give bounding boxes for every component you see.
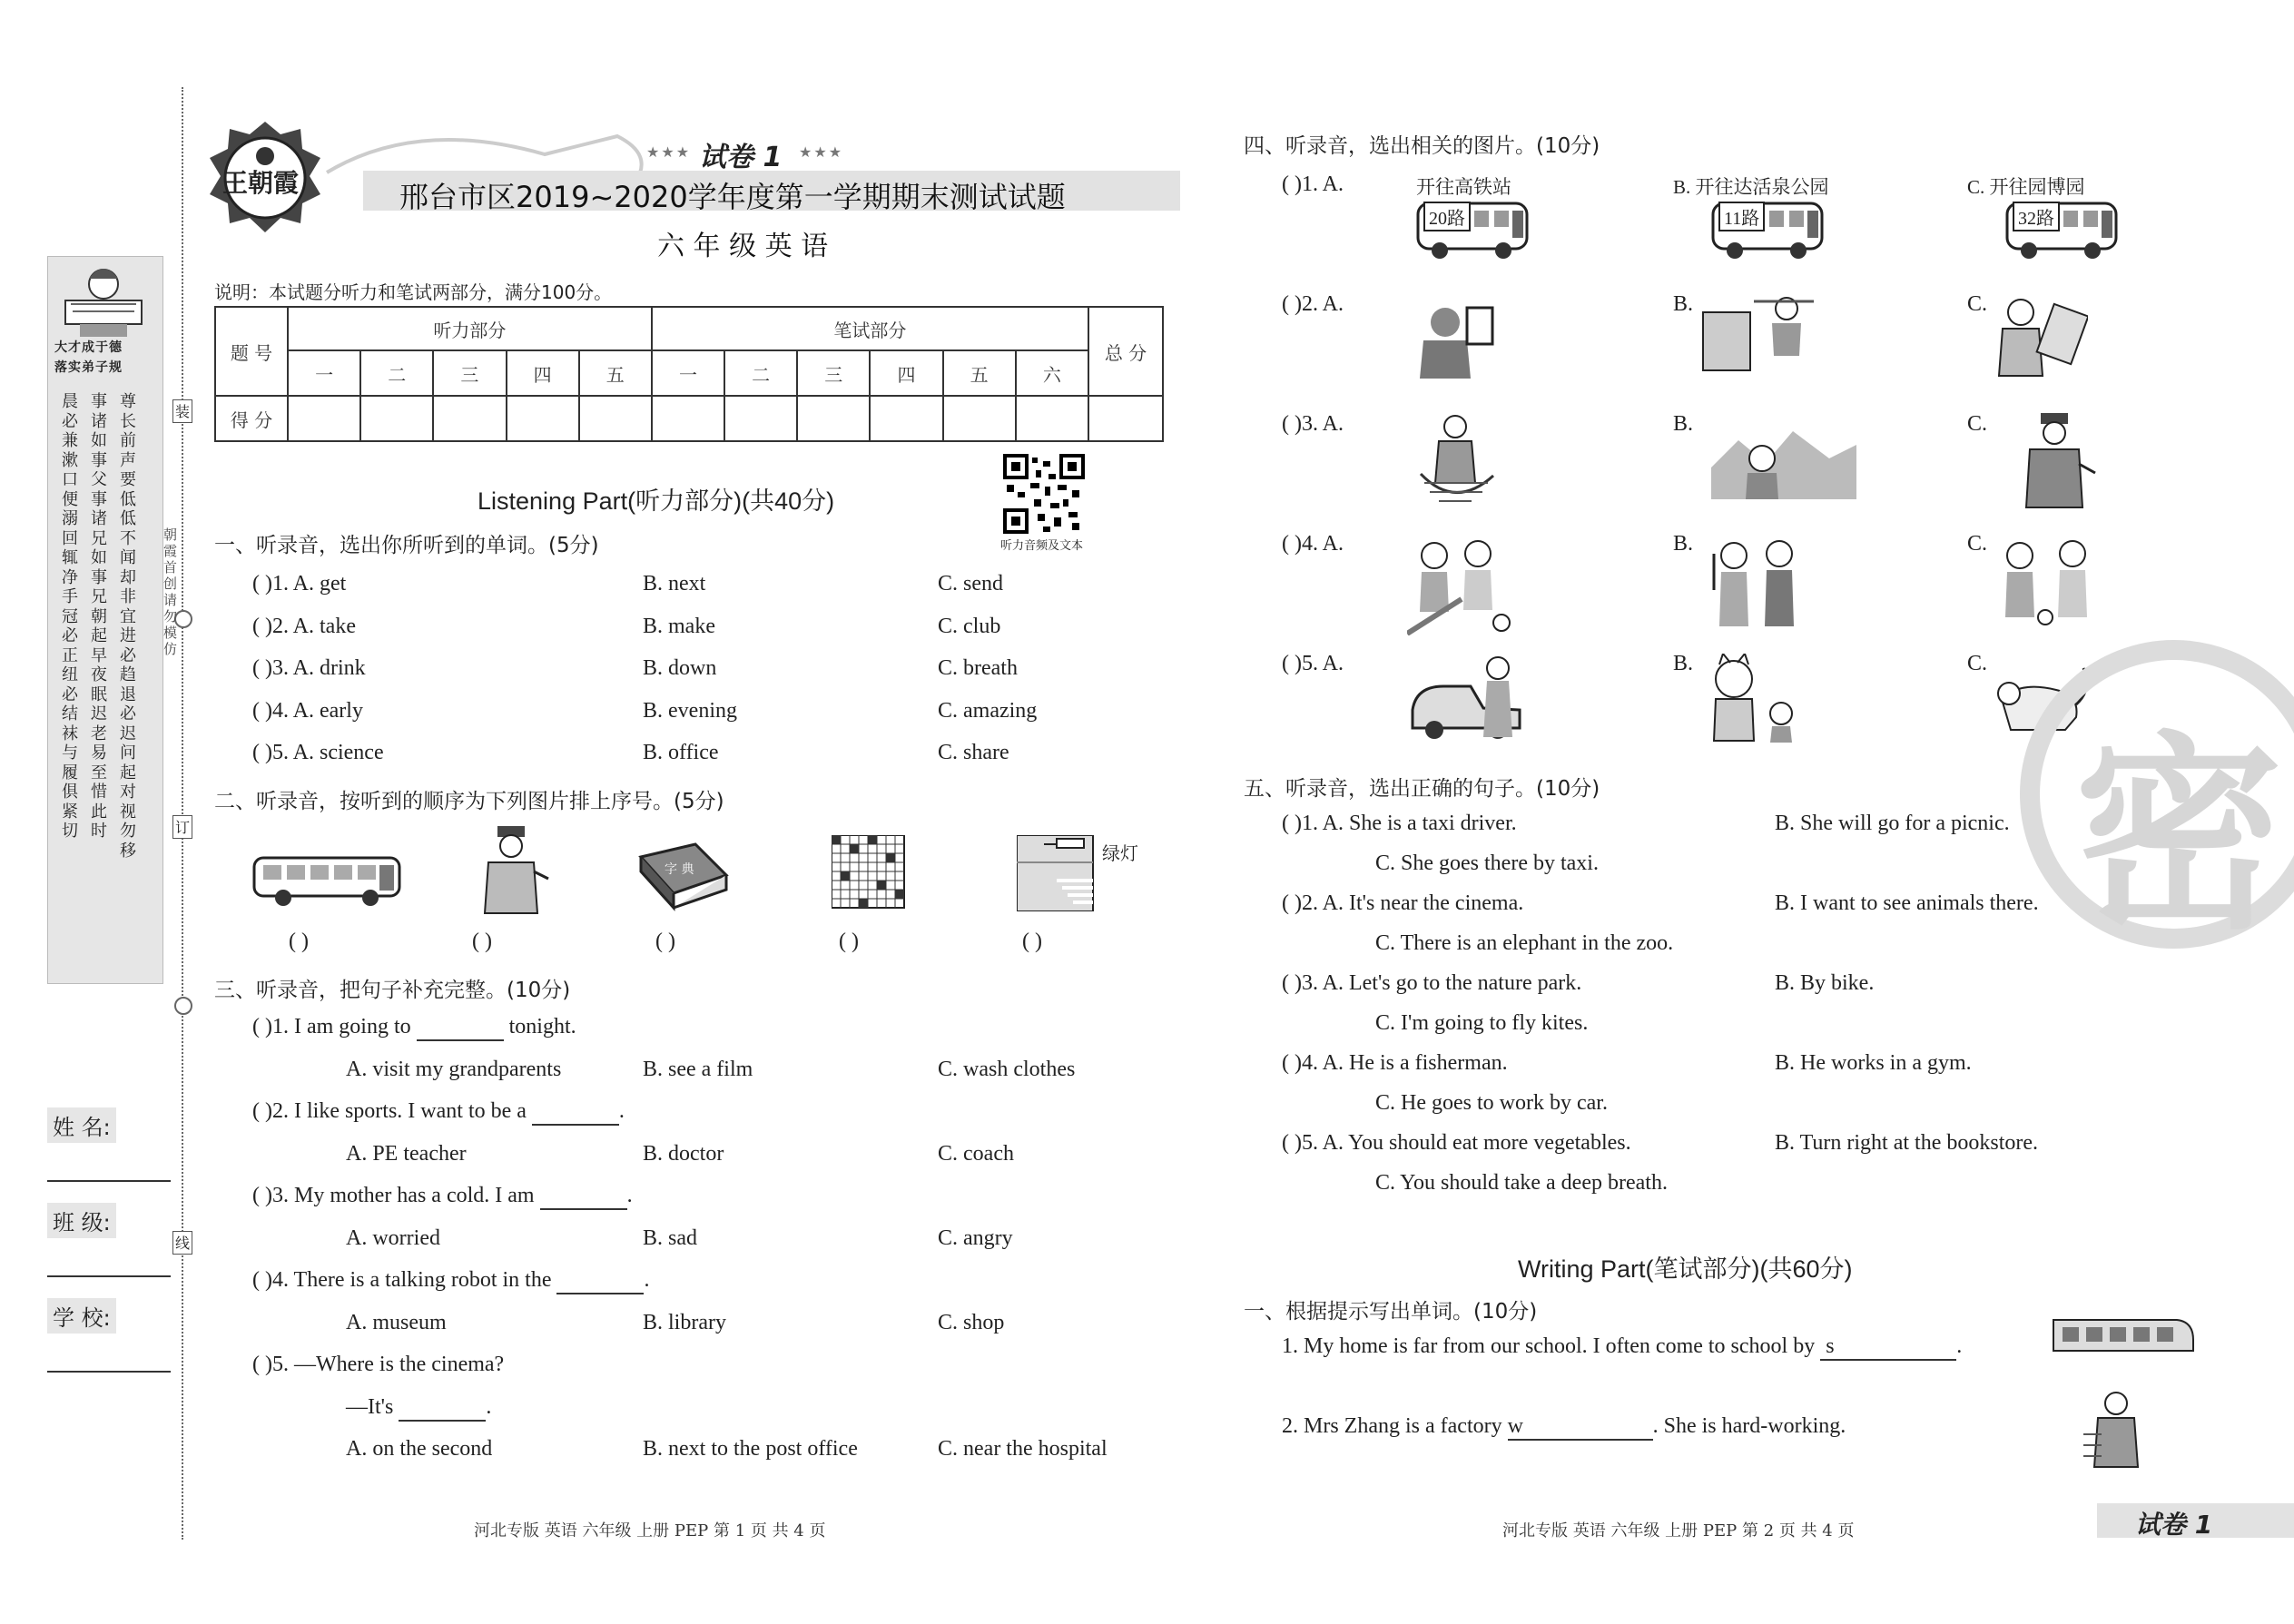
- s1-option-c[interactable]: C. breath: [938, 656, 1018, 680]
- s4-question[interactable]: ( )5. A.: [1282, 652, 1344, 675]
- s4-question[interactable]: ( )3. A.: [1282, 412, 1344, 436]
- poem-char: 宜: [120, 606, 136, 626]
- picture-3a-fisherman: [1412, 410, 1499, 510]
- school-label: 学 校:: [47, 1298, 116, 1334]
- footer-right: 河北专版 英语 六年级 上册 PEP 第 2 页 共 4 页: [1502, 1521, 1855, 1540]
- footer-left: 河北专版 英语 六年级 上册 PEP 第 1 页 共 4 页: [474, 1521, 826, 1540]
- picture-4c-kids-reading: [1993, 536, 2102, 626]
- poem-char: 纽: [62, 665, 78, 684]
- poem-char: 起: [91, 626, 107, 645]
- s2-answer-paren[interactable]: ( ): [1022, 930, 1042, 953]
- s3-question-end: tonight.: [503, 1015, 576, 1038]
- picture-4a-kids-football: [1407, 536, 1516, 635]
- s3-question-2: ( )2. I like sports. I want to be a .: [252, 1099, 625, 1126]
- s2-answer-paren[interactable]: ( ): [472, 930, 492, 953]
- s5-option-a[interactable]: ( )2. A. It's near the cinema.: [1282, 891, 1524, 915]
- name-label: 姓 名:: [47, 1107, 116, 1143]
- page-title: 邢台市区2019~2020学年度第一学期期末测试试题: [399, 180, 1066, 214]
- poem-char: 晨: [62, 392, 78, 411]
- section4-heading: 四、听录音，选出相关的图片。(10分): [1244, 134, 1600, 158]
- poem-char: 必: [62, 411, 78, 431]
- dictionary-label: 字 典: [665, 862, 694, 877]
- poem-char: 早: [91, 645, 107, 665]
- poem-char: 朝: [91, 606, 107, 626]
- picture-5a-taxi-driver: [1407, 655, 1525, 744]
- cut-mark-ding: 订: [172, 815, 192, 839]
- s5-option-c[interactable]: C. I'm going to fly kites.: [1375, 1011, 1589, 1035]
- scholar-illustration: [53, 259, 154, 340]
- poem-char: 兼: [62, 431, 78, 450]
- poem-char: 惜: [91, 782, 107, 802]
- score-table: [214, 306, 1164, 442]
- poem-char: 易: [91, 743, 107, 763]
- poem-char: 便: [62, 489, 78, 509]
- cut-mark-zhuang: 装: [172, 399, 192, 423]
- poem-char: 事: [91, 489, 107, 509]
- s3-question-1: [252, 1015, 576, 1041]
- s2-answer-paren[interactable]: ( ): [289, 930, 309, 953]
- s1-question[interactable]: ( )2. A. take: [252, 614, 356, 638]
- s1-option-c[interactable]: C. club: [938, 614, 1001, 638]
- s4-question[interactable]: ( )2. A.: [1282, 292, 1344, 316]
- poem-char: 切: [62, 822, 78, 841]
- score-col: 四: [507, 350, 579, 396]
- score-table-listening: 听力部分: [288, 307, 652, 350]
- s1-option-b[interactable]: B. evening: [643, 698, 737, 723]
- footer-badge-text: 试卷 1: [2135, 1510, 2213, 1540]
- s3-option[interactable]: C. shop: [938, 1310, 1005, 1334]
- picture-2c-reader: [1988, 290, 2088, 381]
- writing-q1-blank[interactable]: [1820, 1334, 1956, 1361]
- score-table-row1-label: 题 号: [215, 307, 288, 396]
- s3-question-5[interactable]: ( )5. —Where is the cinema?: [252, 1353, 505, 1376]
- score-col: 二: [724, 350, 797, 396]
- s1-option-c[interactable]: C. amazing: [938, 698, 1038, 723]
- poem-char: 事: [91, 567, 107, 587]
- score-table-writing: 笔试部分: [652, 307, 1088, 350]
- s4-option-c[interactable]: C.: [1967, 292, 1988, 316]
- worker-picture: [2083, 1389, 2149, 1471]
- s4-bus-number: 32路: [2013, 202, 2060, 231]
- poem-char: 进: [120, 626, 136, 645]
- writing-q2-blank[interactable]: [1508, 1414, 1653, 1441]
- page-subtitle: 六 年 级 英 语: [657, 231, 829, 262]
- poem-char: 非: [120, 587, 136, 606]
- s1-option-b[interactable]: B. make: [643, 614, 715, 638]
- dictionary-picture: [632, 839, 732, 913]
- picture-3c-officer: [2015, 413, 2097, 513]
- score-col: 三: [433, 350, 506, 396]
- paper-label: 试卷 1: [699, 142, 783, 173]
- score-col: 五: [579, 350, 652, 396]
- s3-option[interactable]: C. wash clothes: [938, 1057, 1076, 1081]
- score-col: 五: [943, 350, 1016, 396]
- s3-question-text[interactable]: ( )2. I like sports. I want to be a: [252, 1099, 527, 1123]
- s5-option-b[interactable]: B. He works in a gym.: [1775, 1051, 1972, 1075]
- poem-char: 却: [120, 567, 136, 587]
- s3-option[interactable]: B. sad: [643, 1225, 697, 1250]
- picture-2a-scientist: [1407, 295, 1498, 386]
- exam-note: 说明：本试题分听力和笔试两部分，满分100分。: [214, 281, 613, 303]
- s3-option[interactable]: A. visit my grandparents: [346, 1057, 562, 1081]
- s3-option[interactable]: A. museum: [346, 1310, 447, 1334]
- poem-char: 兄: [91, 528, 107, 548]
- s4-bus-number: 11路: [1718, 202, 1765, 231]
- traffic-light-picture: [1017, 835, 1098, 911]
- poem-char: 迟: [91, 704, 107, 723]
- poem-char: 尊: [120, 392, 136, 411]
- poem-char: 低: [120, 489, 136, 509]
- poem-char: 父: [91, 470, 107, 489]
- score-col: 六: [1016, 350, 1088, 396]
- poem-char: 漱: [62, 450, 78, 470]
- poem-char: 正: [62, 645, 78, 665]
- s4-option-c[interactable]: C.: [1967, 532, 1988, 556]
- listening-part-title: Listening Part(听力部分)(共40分): [478, 487, 835, 515]
- poem-char: 如: [91, 548, 107, 567]
- score-cell[interactable]: [433, 396, 506, 441]
- s3-option[interactable]: B. doctor: [643, 1141, 724, 1166]
- picture-5b-cat-and-mouse: [1698, 654, 1807, 744]
- poem-char: 老: [91, 723, 107, 743]
- score-table-row2-label: 得 分: [215, 396, 288, 441]
- score-cell[interactable]: [288, 396, 360, 441]
- poem-char: 夜: [91, 665, 107, 684]
- poem-char: 诸: [91, 509, 107, 528]
- writing-section1-heading: 一、根据提示写出单词。(10分): [1244, 1300, 1538, 1324]
- section2-heading: 二、听录音，按听到的顺序为下列图片排上序号。(5分): [214, 790, 724, 813]
- score-cell[interactable]: [1088, 396, 1163, 441]
- s3-option[interactable]: A. worried: [346, 1225, 440, 1250]
- poem-char: 紧: [62, 802, 78, 822]
- poem-char: 至: [91, 763, 107, 782]
- poem-char: 俱: [62, 782, 78, 802]
- score-cell[interactable]: [724, 396, 797, 441]
- logo-text: 王朝霞: [222, 168, 300, 198]
- s5-option-b[interactable]: B. Turn right at the bookstore.: [1775, 1131, 2039, 1155]
- poem-char: 长: [120, 411, 136, 431]
- poem-char: 诸: [91, 411, 107, 431]
- s4-question[interactable]: ( )4. A.: [1282, 532, 1344, 556]
- score-table-total: 总 分: [1088, 307, 1163, 396]
- s3-question-text[interactable]: ( )4. There is a talking robot in the: [252, 1268, 552, 1292]
- s4-option-b[interactable]: B.: [1673, 652, 1694, 675]
- s3-question-5b: —It's .: [346, 1395, 491, 1422]
- writing-q1-text: 1. My home is far from our school. I often come to school by: [1282, 1334, 1816, 1358]
- s3-question-3: ( )3. My mother has a cold. I am .: [252, 1184, 633, 1210]
- poem-char: 回: [62, 528, 78, 548]
- poem-char: 袜: [62, 723, 78, 743]
- picture-3b-scenery: [1711, 422, 1856, 499]
- s2-answer-paren[interactable]: ( ): [655, 930, 675, 953]
- s1-question[interactable]: ( )5. A. science: [252, 741, 384, 764]
- writing-q2-text: 2. Mrs Zhang is a factory: [1282, 1414, 1502, 1438]
- s1-question[interactable]: ( )3. A. drink: [252, 656, 366, 680]
- poem-char: 履: [62, 763, 78, 782]
- s3-option[interactable]: C. near the hospital: [938, 1437, 1108, 1461]
- writing-question-2: [1282, 1414, 1846, 1441]
- s5-option-a[interactable]: ( )3. A. Let's go to the nature park.: [1282, 971, 1582, 995]
- s1-option-b[interactable]: B. down: [643, 656, 717, 680]
- score-cell[interactable]: [870, 396, 942, 441]
- s3-option[interactable]: B. library: [643, 1310, 726, 1334]
- writing-q2-letter: w: [1507, 1414, 1523, 1438]
- poem-char: 问: [120, 743, 136, 763]
- school-field[interactable]: [47, 1371, 171, 1373]
- poem-char: 退: [120, 684, 136, 704]
- section5-heading: 五、听录音，选出正确的句子。(10分): [1244, 777, 1600, 801]
- s5-option-b[interactable]: B. She will go for a picnic.: [1775, 812, 2010, 835]
- binding-line: [182, 87, 183, 1540]
- s5-option-c[interactable]: C. He goes to work by car.: [1375, 1091, 1608, 1115]
- s3-option[interactable]: C. coach: [938, 1141, 1014, 1166]
- green-light-label: 绿灯: [1102, 842, 1138, 864]
- poem-char: 对: [120, 782, 136, 802]
- motto-line-2: 落实弟子规: [54, 360, 123, 375]
- poem-char: 如: [91, 431, 107, 450]
- paper-label-stars-right: ★★★: [799, 143, 844, 161]
- paper-label-stars: ★★★: [646, 143, 692, 161]
- s3-option[interactable]: B. see a film: [643, 1057, 753, 1081]
- poem-char: 前: [120, 431, 136, 450]
- s5-option-c[interactable]: C. You should take a deep breath.: [1375, 1171, 1668, 1195]
- s4-question[interactable]: ( )1. A.: [1282, 172, 1344, 196]
- score-col: 一: [652, 350, 724, 396]
- score-col: 二: [360, 350, 433, 396]
- s1-option-c[interactable]: C. share: [938, 741, 1009, 764]
- s5-option-b[interactable]: B. By bike.: [1775, 971, 1875, 995]
- class-label: 班 级:: [47, 1203, 116, 1238]
- poem-char: 眠: [91, 684, 107, 704]
- qr-caption: 听力音频及文本: [1000, 539, 1084, 553]
- writing-question-1: 1. My home is far from our school. I often come to school by s .: [1282, 1334, 1962, 1361]
- s1-question[interactable]: ( )1. A. get: [252, 572, 347, 595]
- s5-option-a[interactable]: ( )4. A. He is a fisherman.: [1282, 1051, 1508, 1075]
- poem-char: 事: [91, 392, 107, 411]
- poem-char: 必: [62, 684, 78, 704]
- s4-bus-number: 20路: [1423, 202, 1471, 231]
- poem-char: 要: [120, 470, 136, 489]
- poem-char: 视: [120, 802, 136, 822]
- poem-char: 净: [62, 567, 78, 587]
- score-cell[interactable]: [652, 396, 724, 441]
- s3-option[interactable]: B. next to the post office: [643, 1437, 858, 1461]
- score-col: 四: [870, 350, 942, 396]
- poem-char: 结: [62, 704, 78, 723]
- s5-option-a[interactable]: ( )5. A. You should eat more vegetables.: [1282, 1131, 1631, 1155]
- poem-char: 口: [62, 470, 78, 489]
- s3-question-text[interactable]: ( )1. I am going to: [252, 1015, 411, 1038]
- subway-picture: [2050, 1314, 2195, 1356]
- bus-picture: [251, 849, 405, 912]
- s3-blank[interactable]: [540, 1184, 627, 1210]
- s4-option-b[interactable]: B.: [1673, 532, 1694, 556]
- writing-part-title: Writing Part(笔试部分)(共60分): [1518, 1255, 1853, 1283]
- poem-char: 趋: [120, 665, 136, 684]
- s3-blank[interactable]: [399, 1395, 486, 1422]
- poem-char: 移: [120, 841, 136, 861]
- s3-option[interactable]: A. on the second: [346, 1437, 493, 1461]
- s3-option[interactable]: A. PE teacher: [346, 1141, 467, 1166]
- vertical-note: 朝霞首创 请勿模仿: [163, 527, 178, 657]
- section1-heading: 一、听录音，选出你所听到的单词。(5分): [214, 534, 599, 557]
- poem-char: 事: [91, 450, 107, 470]
- crossword-picture: [832, 835, 906, 910]
- section3-heading: 三、听录音，把句子补充完整。(10分): [214, 979, 571, 1002]
- s4-option-b[interactable]: B.: [1673, 412, 1694, 436]
- poem-char: 迟: [120, 723, 136, 743]
- poem-char: 时: [91, 822, 107, 841]
- s1-question[interactable]: ( )4. A. early: [252, 698, 363, 723]
- score-cell[interactable]: [943, 396, 1016, 441]
- s2-answer-paren[interactable]: ( ): [839, 930, 859, 953]
- s1-option-b[interactable]: B. next: [643, 572, 706, 595]
- picture-4b-kids-singing: [1707, 536, 1807, 635]
- poem-char: 必: [62, 626, 78, 645]
- policeman-picture: [472, 826, 550, 917]
- poem-char: 必: [120, 704, 136, 723]
- s3-blank[interactable]: [556, 1268, 644, 1294]
- name-field[interactable]: [47, 1180, 171, 1182]
- s5-option-c[interactable]: C. There is an elephant in the zoo.: [1375, 931, 1674, 955]
- s3-question-4: ( )4. There is a talking robot in the .: [252, 1268, 649, 1294]
- s4-bus-caption[interactable]: B. 开往达活泉公园: [1673, 176, 1829, 198]
- sidebar-poem: [62, 392, 149, 973]
- picture-2b-tv: [1699, 292, 1817, 374]
- poem-char: 此: [91, 802, 107, 822]
- s5-option-b[interactable]: B. I want to see animals there.: [1775, 891, 2039, 915]
- qr-code[interactable]: [1003, 454, 1085, 534]
- s3-blank[interactable]: [417, 1015, 504, 1041]
- s5-option-a[interactable]: ( )1. A. She is a taxi driver.: [1282, 812, 1517, 835]
- score-col: 一: [288, 350, 360, 396]
- s3-q5b-text: —It's: [346, 1394, 394, 1419]
- s3-question-text[interactable]: ( )3. My mother has a cold. I am: [252, 1184, 535, 1207]
- s4-bus-caption[interactable]: C. 开往园博园: [1967, 176, 2085, 198]
- secret-stamp-char: 密: [2074, 715, 2284, 958]
- s1-option-c[interactable]: C. send: [938, 572, 1003, 595]
- writing-q2-end: . She is hard-working.: [1652, 1414, 1846, 1438]
- s1-option-b[interactable]: B. office: [643, 741, 719, 764]
- poem-char: 与: [62, 743, 78, 763]
- s4-option-b[interactable]: B.: [1673, 292, 1694, 316]
- poem-char: 低: [120, 509, 136, 528]
- score-cell[interactable]: [797, 396, 870, 441]
- score-col: 三: [797, 350, 870, 396]
- s4-option-c[interactable]: C.: [1967, 412, 1988, 436]
- poem-char: 声: [120, 450, 136, 470]
- poem-char: 不: [120, 528, 136, 548]
- class-field[interactable]: [47, 1275, 171, 1277]
- writing-q1-letter: s: [1826, 1334, 1835, 1358]
- poem-char: 起: [120, 763, 136, 782]
- poem-char: 勿: [120, 822, 136, 841]
- s4-option-c[interactable]: C.: [1967, 652, 1988, 675]
- poem-char: 溺: [62, 509, 78, 528]
- score-cell[interactable]: [579, 396, 652, 441]
- s3-option[interactable]: C. angry: [938, 1225, 1013, 1250]
- s3-blank[interactable]: [532, 1099, 619, 1126]
- motto-line-1: 大才成于德: [54, 340, 123, 355]
- poem-char: 必: [120, 645, 136, 665]
- poem-char: 冠: [62, 606, 78, 626]
- poem-char: 手: [62, 587, 78, 606]
- poem-char: 闻: [120, 548, 136, 567]
- binding-hole-2: [174, 997, 192, 1015]
- score-cell[interactable]: [360, 396, 433, 441]
- score-cell[interactable]: [507, 396, 579, 441]
- s5-option-c[interactable]: C. She goes there by taxi.: [1375, 851, 1599, 875]
- score-cell[interactable]: [1016, 396, 1088, 441]
- cut-mark-xian: 线: [172, 1231, 192, 1255]
- poem-char: 兄: [91, 587, 107, 606]
- poem-char: 辄: [62, 548, 78, 567]
- s4-bus-caption: 开往高铁站: [1416, 176, 1511, 198]
